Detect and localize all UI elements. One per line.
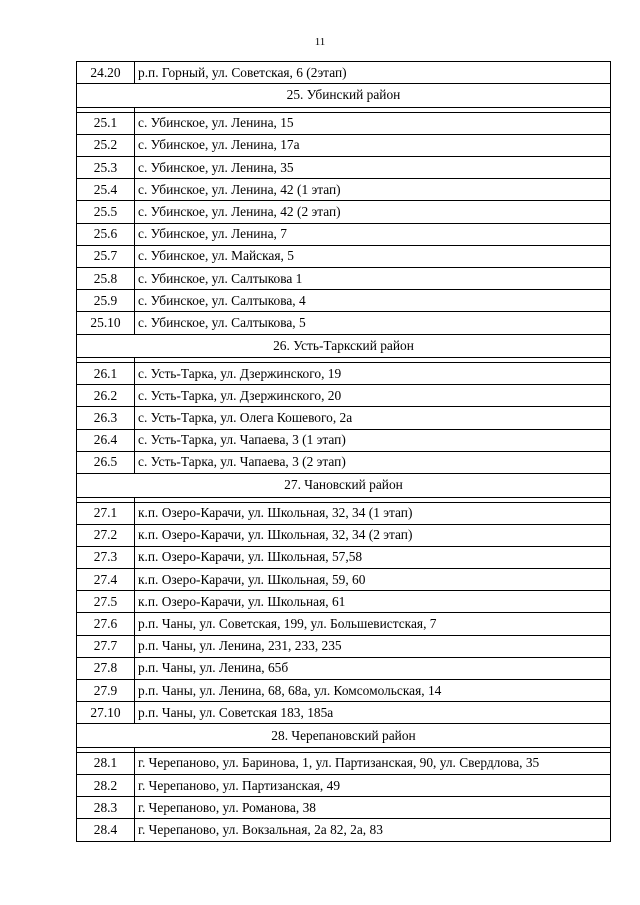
row-address: к.п. Озеро-Карачи, ул. Школьная, 59, 60 bbox=[135, 569, 611, 591]
row-number: 25.4 bbox=[77, 179, 135, 201]
table-row bbox=[77, 268, 611, 290]
row-number: 25.9 bbox=[77, 290, 135, 312]
table-row bbox=[77, 363, 611, 385]
row-number: 27.8 bbox=[77, 657, 135, 679]
row-address: к.п. Озеро-Карачи, ул. Школьная, 32, 34 (1 этап) bbox=[135, 502, 611, 524]
row-address: р.п. Чаны, ул. Ленина, 231, 233, 235 bbox=[135, 635, 611, 657]
table-row bbox=[77, 134, 611, 156]
page-number: 11 bbox=[314, 36, 326, 48]
row-number: 26.4 bbox=[77, 429, 135, 451]
table-row bbox=[77, 680, 611, 702]
row-number: 27.1 bbox=[77, 502, 135, 524]
table-row bbox=[77, 429, 611, 451]
row-address: с. Убинское, ул. Ленина, 35 bbox=[135, 157, 611, 179]
row-address: с. Усть-Тарка, ул. Дзержинского, 20 bbox=[135, 385, 611, 407]
table-row bbox=[77, 546, 611, 568]
section-title: 28. Черепановский район bbox=[77, 724, 611, 748]
address-table bbox=[76, 61, 611, 842]
table-row bbox=[77, 775, 611, 797]
row-address: р.п. Горный, ул. Советская, 6 (2этап) bbox=[135, 62, 611, 84]
row-address: к.п. Озеро-Карачи, ул. Школьная, 57,58 bbox=[135, 546, 611, 568]
row-number: 27.6 bbox=[77, 613, 135, 635]
table-row bbox=[77, 112, 611, 134]
table-row bbox=[77, 312, 611, 334]
row-address: с. Усть-Тарка, ул. Чапаева, 3 (1 этап) bbox=[135, 429, 611, 451]
row-address: с. Убинское, ул. Ленина, 42 (2 этап) bbox=[135, 201, 611, 223]
table-row bbox=[77, 62, 611, 84]
table-row bbox=[77, 569, 611, 591]
section-header-row bbox=[77, 334, 611, 358]
row-address: с. Убинское, ул. Ленина, 7 bbox=[135, 223, 611, 245]
row-number: 25.5 bbox=[77, 201, 135, 223]
section-header-row bbox=[77, 724, 611, 748]
row-number: 24.20 bbox=[77, 62, 135, 84]
table-row bbox=[77, 407, 611, 429]
row-number: 28.4 bbox=[77, 819, 135, 841]
table-row bbox=[77, 702, 611, 724]
row-address: р.п. Чаны, ул. Советская, 199, ул. Большевистская, 7 bbox=[135, 613, 611, 635]
row-number: 25.1 bbox=[77, 112, 135, 134]
table-row bbox=[77, 613, 611, 635]
table-row bbox=[77, 819, 611, 841]
row-number: 26.2 bbox=[77, 385, 135, 407]
row-number: 27.5 bbox=[77, 591, 135, 613]
table-row bbox=[77, 591, 611, 613]
row-number: 28.3 bbox=[77, 797, 135, 819]
row-address: с. Убинское, ул. Салтыкова, 5 bbox=[135, 312, 611, 334]
row-number: 27.2 bbox=[77, 524, 135, 546]
table-row bbox=[77, 290, 611, 312]
table-row bbox=[77, 635, 611, 657]
row-address: г. Черепаново, ул. Вокзальная, 2а 82, 2а, 83 bbox=[135, 819, 611, 841]
table-row bbox=[77, 752, 611, 774]
row-address: г. Черепаново, ул. Баринова, 1, ул. Партизанская, 90, ул. Свердлова, 35 bbox=[135, 752, 611, 774]
row-address: р.п. Чаны, ул. Советская 183, 185а bbox=[135, 702, 611, 724]
section-header-row bbox=[77, 474, 611, 498]
row-address: с. Убинское, ул. Ленина, 42 (1 этап) bbox=[135, 179, 611, 201]
table-row bbox=[77, 657, 611, 679]
table-row bbox=[77, 502, 611, 524]
row-number: 28.2 bbox=[77, 775, 135, 797]
row-number: 25.8 bbox=[77, 268, 135, 290]
row-number: 25.2 bbox=[77, 134, 135, 156]
row-address: с. Убинское, ул. Ленина, 15 bbox=[135, 112, 611, 134]
row-address: с. Убинское, ул. Майская, 5 bbox=[135, 245, 611, 267]
table-row bbox=[77, 223, 611, 245]
row-number: 25.3 bbox=[77, 157, 135, 179]
table-row bbox=[77, 201, 611, 223]
row-number: 28.1 bbox=[77, 752, 135, 774]
row-address: к.п. Озеро-Карачи, ул. Школьная, 32, 34 (2 этап) bbox=[135, 524, 611, 546]
row-address: с. Убинское, ул. Салтыкова 1 bbox=[135, 268, 611, 290]
row-address: г. Черепаново, ул. Романова, 38 bbox=[135, 797, 611, 819]
table-row bbox=[77, 524, 611, 546]
row-number: 25.10 bbox=[77, 312, 135, 334]
section-title: 26. Усть-Таркский район bbox=[77, 334, 611, 358]
row-address: р.п. Чаны, ул. Ленина, 68, 68а, ул. Комсомольская, 14 bbox=[135, 680, 611, 702]
row-number: 27.9 bbox=[77, 680, 135, 702]
section-title: 27. Чановский район bbox=[77, 474, 611, 498]
row-address: с. Усть-Тарка, ул. Чапаева, 3 (2 этап) bbox=[135, 451, 611, 473]
table-row bbox=[77, 385, 611, 407]
row-address: к.п. Озеро-Карачи, ул. Школьная, 61 bbox=[135, 591, 611, 613]
row-number: 27.4 bbox=[77, 569, 135, 591]
table-row bbox=[77, 451, 611, 473]
row-address: с. Убинское, ул. Салтыкова, 4 bbox=[135, 290, 611, 312]
row-number: 27.3 bbox=[77, 546, 135, 568]
row-number: 25.6 bbox=[77, 223, 135, 245]
table-row bbox=[77, 245, 611, 267]
address-table-body bbox=[77, 62, 611, 842]
row-number: 26.3 bbox=[77, 407, 135, 429]
table-row bbox=[77, 797, 611, 819]
row-address: с. Усть-Тарка, ул. Олега Кошевого, 2а bbox=[135, 407, 611, 429]
row-address: с. Убинское, ул. Ленина, 17а bbox=[135, 134, 611, 156]
table-row bbox=[77, 179, 611, 201]
section-title: 25. Убинский район bbox=[77, 84, 611, 108]
row-number: 26.1 bbox=[77, 363, 135, 385]
row-number: 27.10 bbox=[77, 702, 135, 724]
row-address: с. Усть-Тарка, ул. Дзержинского, 19 bbox=[135, 363, 611, 385]
row-number: 27.7 bbox=[77, 635, 135, 657]
table-row bbox=[77, 157, 611, 179]
section-header-row bbox=[77, 84, 611, 108]
row-number: 25.7 bbox=[77, 245, 135, 267]
row-number: 26.5 bbox=[77, 451, 135, 473]
row-address: г. Черепаново, ул. Партизанская, 49 bbox=[135, 775, 611, 797]
row-address: р.п. Чаны, ул. Ленина, 65б bbox=[135, 657, 611, 679]
